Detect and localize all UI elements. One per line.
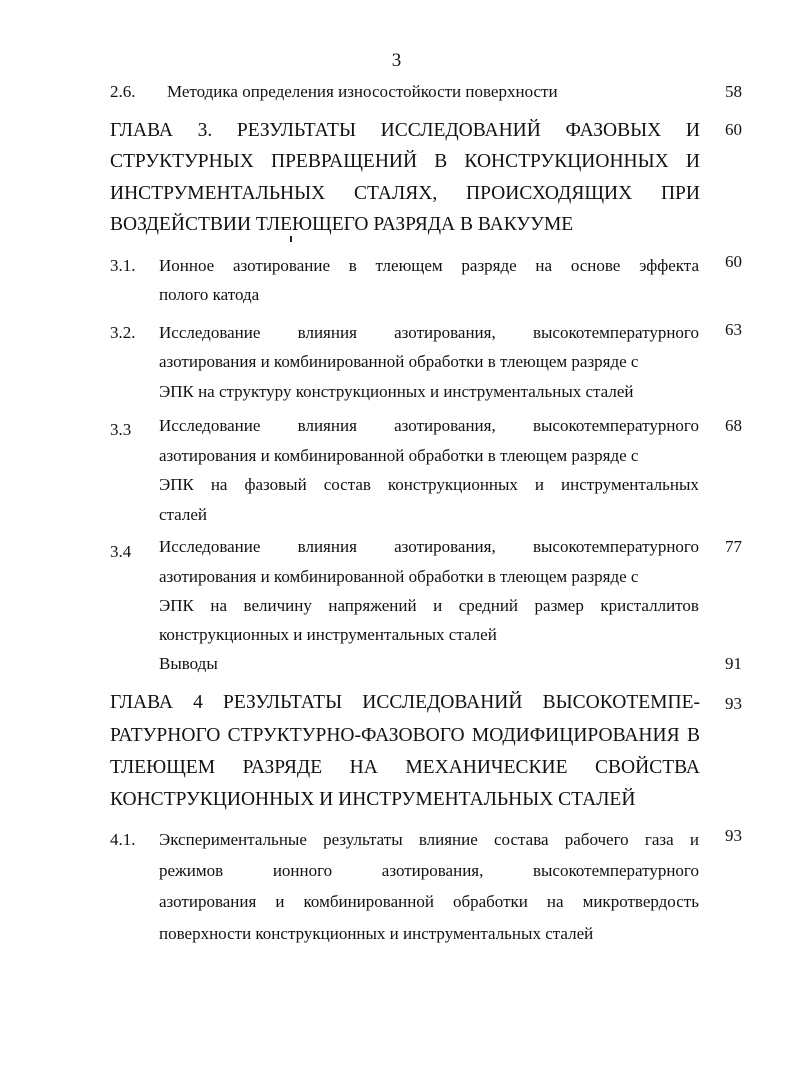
chapter-4-page: 93 — [725, 694, 742, 713]
section-4-1-title-line-3 — [159, 892, 699, 912]
word: 3. — [197, 120, 213, 141]
word: И — [685, 151, 700, 172]
word: высокотемпературного — [532, 323, 699, 342]
word: в — [348, 256, 357, 275]
word: КОНСТРУКЦИОННЫХ — [464, 151, 669, 172]
word: ИССЛЕДОВАНИЙ — [362, 692, 523, 713]
word: Исследование — [159, 323, 261, 342]
word: на — [535, 256, 553, 275]
chapter-4-title-line-3 — [110, 757, 700, 779]
chapter-3-title-line-1 — [110, 120, 700, 142]
word: азотирования, — [394, 537, 496, 556]
word: ЭПК — [159, 475, 194, 494]
word: и — [275, 892, 285, 911]
word: азотирования, — [394, 416, 496, 435]
chapter-4-title-line-2 — [110, 725, 700, 747]
scan-mark — [290, 236, 292, 242]
word: состав — [323, 475, 371, 494]
word: и — [534, 475, 545, 494]
word: РЕЗУЛЬТАТЫ — [223, 692, 343, 713]
word: азотирования — [159, 892, 257, 911]
word: тлеющем — [375, 256, 443, 275]
section-4-1-page: 93 — [725, 826, 742, 845]
chapter-4-title-line-4: КОНСТРУКЦИОННЫХ И ИНСТРУМЕНТАЛЬНЫХ СТАЛЕЙ — [110, 789, 636, 810]
conclusions-page: 91 — [725, 654, 742, 673]
word: ИНСТРУМЕНТАЛЬНЫХ — [110, 183, 326, 204]
word: СТРУКТУРНЫХ — [110, 151, 254, 172]
word: состава — [494, 830, 549, 849]
section-2-6-page: 58 — [725, 82, 742, 101]
word: ФАЗОВЫХ — [565, 120, 662, 141]
word: рабочего — [564, 830, 629, 849]
word: микротвердость — [582, 892, 699, 911]
word: газа — [644, 830, 674, 849]
word: разряде — [461, 256, 517, 275]
section-3-3-title-line-4: сталей — [159, 505, 208, 524]
word: ПРОИСХОДЯЩИХ — [465, 183, 633, 204]
word: на — [210, 596, 228, 615]
section-3-3-title-line-2: азотирования и комбинированной обработки в тлеющем разряде с — [159, 446, 639, 465]
word: ЭПК — [159, 596, 194, 615]
word: ИССЛЕДОВАНИЙ — [380, 120, 541, 141]
section-3-3-title-line-1 — [159, 416, 699, 436]
section-3-2-title-line-1 — [159, 323, 699, 343]
section-3-1-title-line-2: полого катода — [159, 285, 260, 304]
section-3-2-page: 63 — [725, 320, 742, 339]
word: и — [433, 596, 443, 615]
word: НА — [349, 757, 378, 778]
section-4-1-title-line-1 — [159, 830, 699, 850]
word: влияния — [297, 323, 357, 342]
word: СТАЛЯХ, — [353, 183, 438, 204]
word: ПРЕВРАЩЕНИЙ — [270, 151, 418, 172]
word: фазовый — [244, 475, 307, 494]
word: 4 — [193, 692, 203, 713]
word: влияния — [297, 537, 357, 556]
word: ТЛЕЮЩЕМ — [110, 757, 216, 778]
section-3-4-number: 3.4 — [110, 542, 132, 561]
word: СТРУКТУРНО-ФАЗОВОГО — [227, 725, 465, 746]
section-3-1-number: 3.1. — [110, 256, 136, 275]
conclusions-title: Выводы — [159, 654, 218, 673]
word: влияние — [418, 830, 478, 849]
section-3-2-number: 3.2. — [110, 323, 136, 342]
word: результаты — [323, 830, 403, 849]
word: МЕХАНИЧЕСКИЕ — [405, 757, 568, 778]
section-3-4-title-line-1 — [159, 537, 699, 557]
section-4-1-title-line-4: поверхности конструкционных и инструментальных сталей — [159, 924, 594, 943]
word: азотирования, — [381, 861, 484, 880]
word: И — [685, 120, 700, 141]
word: МОДИФИЦИРОВАНИЯ — [471, 725, 680, 746]
word: эффекта — [639, 256, 699, 275]
word: ГЛАВА — [110, 120, 173, 141]
word: размер — [534, 596, 584, 615]
word: комбинированной — [303, 892, 434, 911]
section-3-3-title-line-3 — [159, 475, 699, 495]
word: ионного — [272, 861, 333, 880]
section-3-3-page: 68 — [725, 416, 742, 435]
word: РАЗРЯДЕ — [242, 757, 323, 778]
word: РЕЗУЛЬТАТЫ — [236, 120, 356, 141]
section-3-4-page: 77 — [725, 537, 742, 556]
word: Исследование — [159, 537, 261, 556]
word: обработки — [452, 892, 528, 911]
word: В — [686, 725, 700, 746]
word: высокотемпературного — [532, 416, 699, 435]
word: РАТУРНОГО — [110, 725, 221, 746]
word: высокотемпературного — [532, 537, 699, 556]
section-3-3-number: 3.3 — [110, 420, 132, 439]
word: инструментальных — [561, 475, 699, 494]
word: влияния — [297, 416, 357, 435]
word: азотирование — [232, 256, 331, 275]
word: ПРИ — [660, 183, 700, 204]
word: азотирования, — [394, 323, 496, 342]
word: режимов — [159, 861, 224, 880]
word: Ионное — [159, 256, 215, 275]
chapter-3-page: 60 — [725, 120, 742, 139]
word: напряжений — [328, 596, 417, 615]
section-3-4-title-line-3 — [159, 596, 699, 616]
section-2-6-number: 2.6. — [110, 82, 136, 101]
section-3-1-page: 60 — [725, 252, 742, 271]
section-3-2-title-line-3: ЭПК на структуру конструкционных и инструментальных сталей — [159, 382, 634, 401]
chapter-4-title-line-1 — [110, 692, 700, 714]
word: средний — [458, 596, 519, 615]
word: высокотемпературного — [532, 861, 699, 880]
section-3-4-title-line-4: конструкционных и инструментальных сталей — [159, 625, 497, 644]
page-number: 3 — [391, 50, 402, 71]
chapter-3-title-line-2 — [110, 151, 700, 173]
word: В — [434, 151, 448, 172]
section-3-4-title-line-2: азотирования и комбинированной обработки в тлеющем разряде с — [159, 567, 639, 586]
section-4-1-number: 4.1. — [110, 830, 136, 849]
chapter-3-title-line-4: ВОЗДЕЙСТВИИ ТЛЕЮЩЕГО РАЗРЯДА В ВАКУУМЕ — [110, 214, 574, 235]
word: на — [210, 475, 228, 494]
word: и — [689, 830, 699, 849]
section-4-1-title-line-2 — [159, 861, 699, 881]
chapter-3-title-line-3 — [110, 183, 700, 205]
section-2-6-title: Методика определения износостойкости поверхности — [167, 82, 558, 101]
word: Экспериментальные — [159, 830, 307, 849]
word: ВЫСОКОТЕМПЕ- — [542, 692, 700, 713]
section-3-2-title-line-2: азотирования и комбинированной обработки в тлеющем разряде с — [159, 352, 639, 371]
word: величину — [243, 596, 312, 615]
word: кристаллитов — [600, 596, 699, 615]
word: Исследование — [159, 416, 261, 435]
word: ГЛАВА — [110, 692, 173, 713]
section-3-1-title-line-1 — [159, 256, 699, 276]
word: СВОЙСТВА — [595, 757, 700, 778]
word: основе — [570, 256, 621, 275]
word: на — [546, 892, 564, 911]
word: конструкционных — [387, 475, 518, 494]
